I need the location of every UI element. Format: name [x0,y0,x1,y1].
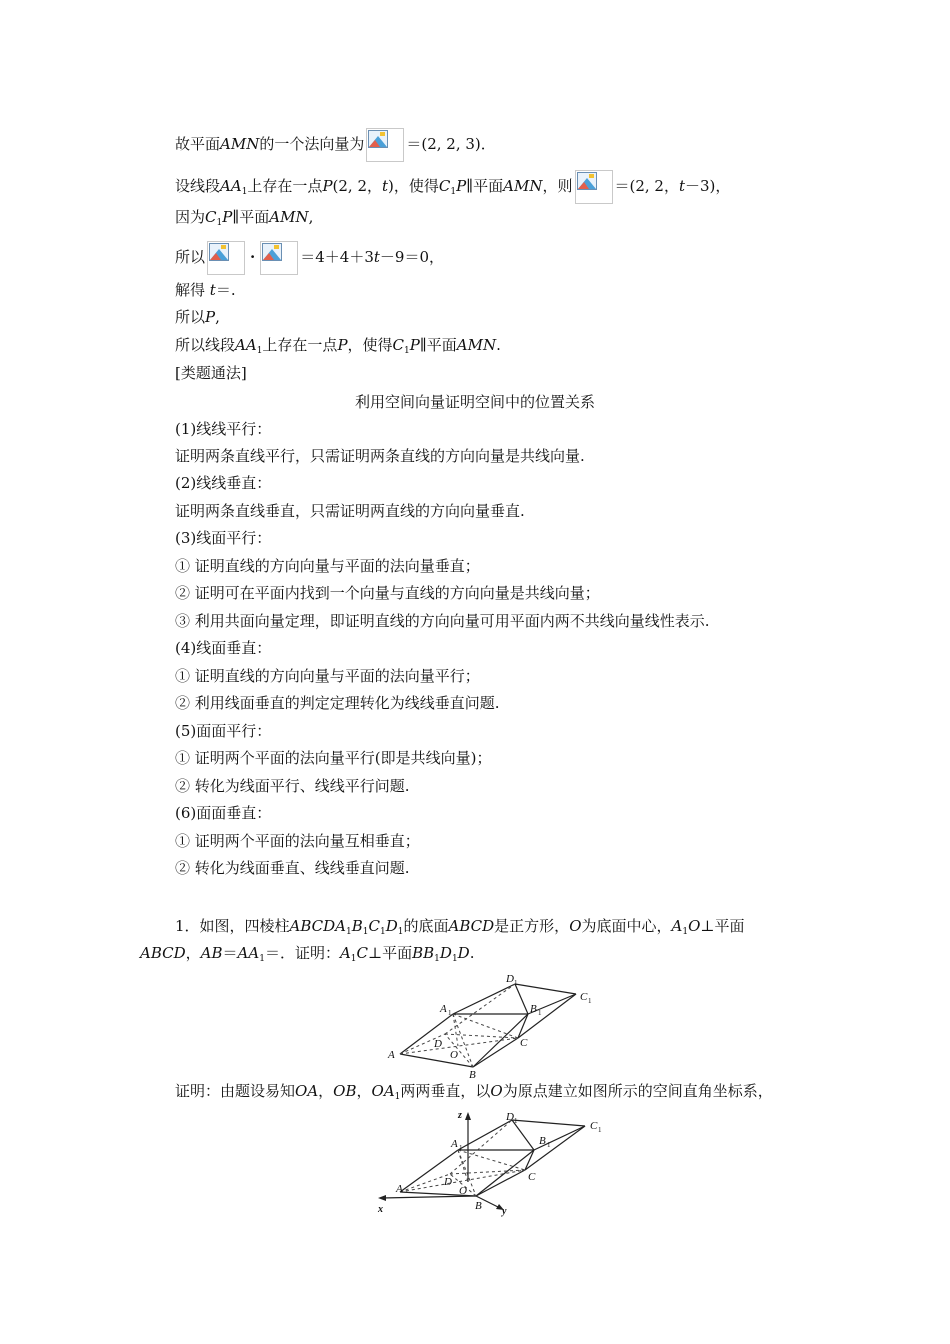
method-line: ② 转化为线面垂直、线线垂直问题. [175,859,410,877]
subscript: 1 [588,997,592,1005]
text: , [215,308,220,326]
text: 上存在一点 [247,177,323,195]
text: ＝(2, 2， [614,177,679,195]
label-d1: D [506,1111,514,1123]
math: B [351,917,363,935]
text-line-conclusion [175,334,501,362]
method-line: (4)线面垂直： [175,639,272,657]
text: . [469,944,475,962]
method-line: (3)线面平行： [175,529,272,547]
method-line: ② 利用线面垂直的判定定理转化为线线垂直问题. [175,694,500,712]
subscript: 1 [451,954,458,964]
method-line: ③ 利用共面向量定理，即证明直线的方向向量可用平面内两不共线向量线性表示. [175,612,710,630]
text: ⊥平面 [700,917,745,935]
label-b1: B [530,1003,537,1015]
text: ⊥平面 [368,944,413,962]
subscript: 1 [434,954,440,964]
math: AMN [269,208,309,226]
method-line: (2)线线垂直： [175,474,272,492]
text-line-because [175,206,313,234]
subscript: 1 [216,218,223,228]
math: t [209,281,216,299]
text-line-assume-point [175,170,730,204]
label-d1: D [506,973,514,985]
text: 两两垂直，以 [400,1082,491,1100]
subscript: 1 [397,927,404,937]
label-a: A [388,1049,395,1061]
math: C [356,944,369,962]
text: 所以 [175,308,206,326]
subscript: 1 [241,187,248,197]
text: 设线段 [175,177,221,195]
math: P [337,336,348,354]
subscript: 1 [350,954,357,964]
subscript: 1 [547,1141,551,1149]
math: ABCD [140,944,186,962]
method-line: (5)面面平行： [175,722,272,740]
text: . [496,336,501,354]
math: D [457,944,470,962]
broken-image-icon [366,128,404,162]
broken-image-icon [260,241,298,275]
label-c: C [520,1037,528,1049]
math-amn: AMN [220,135,260,153]
axis-z-label: z [458,1110,462,1121]
math: A [671,917,683,935]
math: AMN [503,177,543,195]
text-line-solve [175,279,236,301]
subscript: 1 [259,954,265,964]
math: C [368,917,381,935]
text: ＝. [215,281,236,299]
text: ＝(2, 2, 3)． [406,135,496,153]
subscript: 1 [538,1009,542,1017]
broken-image-icon [207,241,245,275]
label-c1: C [580,991,588,1003]
text: 证明：由题设易知 [175,1082,296,1100]
subscript: 1 [394,1092,401,1102]
text: －3)， [685,177,731,195]
label-o: O [450,1049,458,1061]
math: OA [371,1082,395,1100]
label-a1: A [451,1138,458,1150]
subscript: 1 [514,1117,518,1125]
math: t [678,177,686,195]
method-line: 证明两条直线平行，只需证明两条直线的方向向量是共线向量. [175,447,585,465]
text: (2, 2， [332,177,383,195]
axis-y-label: y [502,1206,507,1217]
text: ∥平面 [466,177,504,195]
subscript: 1 [459,1144,463,1152]
text: ∥平面 [232,208,270,226]
label-o: O [459,1185,467,1197]
subscript: 1 [362,927,369,937]
text: ＝ [222,944,238,962]
text: 的底面 [403,917,449,935]
text: ∥平面 [419,336,457,354]
math: D [385,917,398,935]
text: 为原点建立如图所示的空间直角坐标系， [502,1082,773,1100]
subscript: 1 [380,927,386,937]
math: P [409,336,420,354]
math: BB [412,944,435,962]
math: A [339,944,351,962]
axis-x-label: x [378,1204,383,1215]
method-line: 证明两条直线垂直，只需证明两直线的方向向量垂直. [175,502,525,520]
math: ABCDA [289,917,347,935]
subscript: 1 [598,1126,602,1134]
text: 故平面 [175,135,221,153]
problem-line-1 [175,915,745,943]
text: ＝4＋4＋3 [300,248,374,266]
math: P [322,177,333,195]
math: P [222,208,233,226]
method-line: ① 证明直线的方向向量与平面的法向量平行； [175,667,480,685]
label-d: D [434,1038,442,1050]
math: t [373,248,380,266]
math: O [490,1082,503,1100]
text-line-dot-product [175,241,444,275]
math: P [205,308,216,326]
text: · [250,248,256,266]
subscript: 1 [346,927,352,937]
math: AB [200,944,223,962]
prism-figure [380,972,610,1081]
label-a1: A [440,1003,447,1015]
method-line: ① 证明两个平面的法向量平行(即是共线向量)； [175,749,492,767]
text: ， [318,1082,334,1100]
text-line-so-p [175,306,220,328]
method-line: ① 证明直线的方向向量与平面的法向量垂直； [175,557,480,575]
subscript: 1 [450,187,457,197]
text-line-normal-vector [175,128,496,162]
method-line: ② 证明可在平面内找到一个向量与直线的方向向量是共线向量； [175,584,600,602]
label-a: A [396,1183,403,1195]
text: 1．如图，四棱柱 [175,917,290,935]
label-d: D [444,1176,452,1188]
math: C [438,177,451,195]
math: D [439,944,452,962]
label-c1: C [590,1120,598,1132]
subscript: 1 [514,979,518,987]
method-line: (6)面面垂直： [175,804,272,822]
subscript: 1 [448,1009,452,1017]
text: 因为 [175,208,206,226]
text: 的一个法向量为 [259,135,365,153]
method-line: ① 证明两个平面的法向量互相垂直； [175,832,420,850]
text: ，使得 [347,336,393,354]
problem-line-2 [140,942,474,970]
text: 为底面中心， [581,917,672,935]
text: －9＝0， [379,248,445,266]
math: OA [295,1082,319,1100]
math: O [688,917,701,935]
section-tag: [类题通法] [175,364,247,382]
text: ， [185,944,201,962]
subscript: 1 [256,346,263,356]
prism-coordinate-figure [372,1108,622,1216]
math: O [569,917,582,935]
text: 所以 [175,248,206,266]
math: AA [235,336,257,354]
method-line: ② 转化为线面平行、线线平行问题. [175,777,410,795]
text: ， [356,1082,372,1100]
math: AA [237,944,260,962]
math: C [205,208,217,226]
math: ABCD [448,917,495,935]
math: t [382,177,389,195]
text: ，则 [542,177,573,195]
text: )，使得 [388,177,439,195]
text: 是正方形， [494,917,570,935]
text: ＝．证明： [264,944,340,962]
proof-line [175,1080,773,1108]
label-b: B [475,1200,482,1212]
math: P [456,177,467,195]
broken-image-icon [575,170,613,204]
math: AA [220,177,242,195]
math: C [392,336,405,354]
label-b1: B [539,1135,546,1147]
label-b: B [469,1069,476,1081]
label-c: C [528,1171,536,1183]
math: AMN [456,336,497,354]
subscript: 1 [682,927,689,937]
section-title: 利用空间向量证明空间中的位置关系 [354,393,595,411]
math: OB [333,1082,357,1100]
text: 上存在一点 [262,336,338,354]
text: , [308,208,314,226]
text: 解得 [175,281,206,299]
text: 所以线段 [175,336,236,354]
method-line: (1)线线平行： [175,420,272,438]
subscript: 1 [404,346,410,356]
